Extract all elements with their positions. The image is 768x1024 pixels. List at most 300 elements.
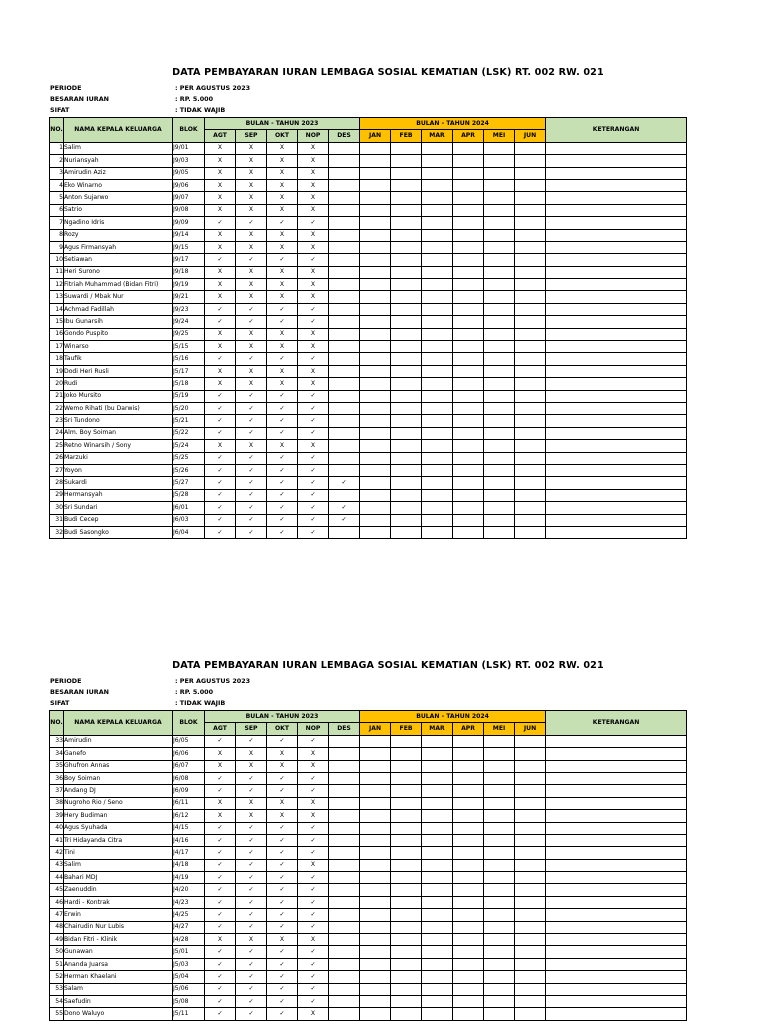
payment-cell: ✓ xyxy=(205,834,236,846)
payment-cell: X xyxy=(205,810,236,822)
payment-cell: X xyxy=(236,179,267,191)
payment-cell: ✓ xyxy=(267,785,298,797)
payment-cell: X xyxy=(236,279,267,291)
payment-cell xyxy=(329,266,360,278)
payment-cell: ✓ xyxy=(205,884,236,896)
payment-cell xyxy=(360,971,391,983)
table-row xyxy=(50,896,687,908)
block-code: J5/18 xyxy=(173,378,205,390)
member-name: Heri Surono xyxy=(64,266,173,278)
member-name: Sukardi xyxy=(64,477,173,489)
payment-cell xyxy=(484,834,515,846)
payment-cell xyxy=(422,229,453,241)
table-row xyxy=(50,810,687,822)
payment-cell xyxy=(422,489,453,501)
row-number: 21 xyxy=(50,390,64,402)
payment-cell: ✓ xyxy=(205,316,236,328)
table-row xyxy=(50,971,687,983)
payment-cell: X xyxy=(236,328,267,340)
payment-cell: ✓ xyxy=(236,834,267,846)
payment-cell xyxy=(453,995,484,1007)
member-name: Nugroho Rio / Seno xyxy=(64,797,173,809)
payment-cell: ✓ xyxy=(267,971,298,983)
payment-cell: X xyxy=(236,760,267,772)
member-name: Bidan Fitri - Klinik xyxy=(64,934,173,946)
payment-cell xyxy=(453,760,484,772)
table-row xyxy=(50,316,687,328)
payment-cell xyxy=(329,526,360,538)
block-code: J5/16 xyxy=(173,353,205,365)
payment-cell: ✓ xyxy=(298,958,329,970)
member-name: Zaenuddin xyxy=(64,884,173,896)
payment-cell: ✓ xyxy=(298,390,329,402)
block-code: J9/24 xyxy=(173,316,205,328)
member-name: Satrio xyxy=(64,204,173,216)
payment-cell: X xyxy=(205,760,236,772)
payment-cell xyxy=(422,748,453,760)
table-row xyxy=(50,341,687,353)
meta-label: BESARAN IURAN xyxy=(50,688,110,696)
keterangan-cell xyxy=(546,179,687,191)
payment-cell xyxy=(391,378,422,390)
payment-cell: ✓ xyxy=(267,772,298,784)
payment-cell xyxy=(453,896,484,908)
payment-cell xyxy=(515,229,546,241)
payment-cell: X xyxy=(236,365,267,377)
payment-cell: X xyxy=(236,934,267,946)
meta-label: SIFAT xyxy=(50,699,70,707)
payment-cell xyxy=(422,526,453,538)
payment-cell xyxy=(329,204,360,216)
payment-cell xyxy=(453,303,484,315)
meta-label: SIFAT xyxy=(50,106,70,114)
payment-cell xyxy=(422,514,453,526)
payment-cell xyxy=(391,316,422,328)
payment-cell: ✓ xyxy=(298,427,329,439)
payment-cell xyxy=(422,1008,453,1020)
payment-cell xyxy=(484,772,515,784)
payment-cell xyxy=(453,921,484,933)
row-number: 41 xyxy=(50,834,64,846)
payment-cell: ✓ xyxy=(267,909,298,921)
payment-cell xyxy=(360,464,391,476)
payment-cell xyxy=(329,958,360,970)
payment-cell: ✓ xyxy=(236,946,267,958)
payment-cell: ✓ xyxy=(205,983,236,995)
payment-cell xyxy=(422,909,453,921)
payment-cell: ✓ xyxy=(298,353,329,365)
payment-cell xyxy=(360,735,391,747)
block-code: J4/28 xyxy=(173,934,205,946)
payment-cell: X xyxy=(205,328,236,340)
payment-cell xyxy=(515,797,546,809)
block-code: J9/23 xyxy=(173,303,205,315)
payment-cell xyxy=(391,464,422,476)
payment-cell xyxy=(422,217,453,229)
payment-cell xyxy=(484,316,515,328)
payment-cell xyxy=(515,291,546,303)
payment-cell xyxy=(360,279,391,291)
keterangan-cell xyxy=(546,155,687,167)
row-number: 13 xyxy=(50,291,64,303)
payment-cell xyxy=(329,303,360,315)
payment-cell xyxy=(422,834,453,846)
keterangan-cell xyxy=(546,427,687,439)
payment-cell: ✓ xyxy=(298,946,329,958)
payment-cell xyxy=(515,760,546,772)
payment-cell: X xyxy=(236,192,267,204)
payment-cell: ✓ xyxy=(205,217,236,229)
payment-cell xyxy=(391,328,422,340)
member-name: Dono Waluyo xyxy=(64,1008,173,1020)
payment-cell xyxy=(329,341,360,353)
payment-cell xyxy=(391,785,422,797)
payment-cell xyxy=(360,341,391,353)
payment-cell xyxy=(484,526,515,538)
payment-cell xyxy=(453,452,484,464)
payment-cell xyxy=(484,464,515,476)
payment-cell: X xyxy=(298,142,329,154)
keterangan-cell xyxy=(546,440,687,452)
payment-cell: X xyxy=(236,810,267,822)
month-header: MEI xyxy=(484,723,515,735)
payment-cell xyxy=(515,872,546,884)
member-name: Erwin xyxy=(64,909,173,921)
payment-cell xyxy=(484,142,515,154)
payment-cell: ✓ xyxy=(298,415,329,427)
row-number: 40 xyxy=(50,822,64,834)
keterangan-cell xyxy=(546,884,687,896)
keterangan-cell xyxy=(546,872,687,884)
payment-cell xyxy=(484,748,515,760)
member-name: Anton Sujarwo xyxy=(64,192,173,204)
meta-value: : TIDAK WAJIB xyxy=(175,106,226,114)
payment-cell xyxy=(391,477,422,489)
payment-cell: X xyxy=(267,229,298,241)
payment-cell: X xyxy=(298,328,329,340)
block-code: J9/06 xyxy=(173,179,205,191)
table-row xyxy=(50,291,687,303)
payment-cell xyxy=(453,477,484,489)
payment-cell xyxy=(453,847,484,859)
payment-cell xyxy=(391,390,422,402)
table-row xyxy=(50,179,687,191)
payment-cell xyxy=(484,921,515,933)
payment-cell: ✓ xyxy=(236,526,267,538)
member-name: Salam xyxy=(64,983,173,995)
payment-cell xyxy=(515,167,546,179)
payment-cell: ✓ xyxy=(205,489,236,501)
payment-cell: ✓ xyxy=(236,872,267,884)
payment-cell xyxy=(329,896,360,908)
payment-cell xyxy=(422,415,453,427)
row-number: 10 xyxy=(50,254,64,266)
payment-cell xyxy=(422,760,453,772)
payment-cell: ✓ xyxy=(236,921,267,933)
block-code: J5/27 xyxy=(173,477,205,489)
payment-cell xyxy=(391,365,422,377)
member-name: Rudi xyxy=(64,378,173,390)
payment-cell xyxy=(391,859,422,871)
payment-cell xyxy=(484,279,515,291)
meta-value: : PER AGUSTUS 2023 xyxy=(175,677,251,685)
row-number: 26 xyxy=(50,452,64,464)
member-name: Ganefo xyxy=(64,748,173,760)
payment-cell xyxy=(391,1008,422,1020)
payment-cell: ✓ xyxy=(236,254,267,266)
payment-cell xyxy=(422,785,453,797)
member-name: Fitriah Muhammad (Bidan Fitri) xyxy=(64,279,173,291)
member-name: Nuriansyah xyxy=(64,155,173,167)
header-blok: BLOK xyxy=(173,711,205,736)
keterangan-cell xyxy=(546,142,687,154)
payment-cell: ✓ xyxy=(267,402,298,414)
payment-cell xyxy=(453,735,484,747)
block-code: J5/28 xyxy=(173,489,205,501)
block-code: J4/23 xyxy=(173,896,205,908)
keterangan-cell xyxy=(546,859,687,871)
payment-cell xyxy=(422,155,453,167)
payment-cell xyxy=(515,884,546,896)
keterangan-cell xyxy=(546,390,687,402)
block-code: J5/01 xyxy=(173,946,205,958)
payment-cell: X xyxy=(267,279,298,291)
month-header: JAN xyxy=(360,723,391,735)
payment-cell xyxy=(422,254,453,266)
payment-cell: X xyxy=(298,797,329,809)
payment-cell: ✓ xyxy=(205,958,236,970)
table-row xyxy=(50,834,687,846)
payment-cell xyxy=(453,810,484,822)
payment-cell xyxy=(515,192,546,204)
payment-cell xyxy=(453,341,484,353)
payment-cell: X xyxy=(205,365,236,377)
payment-cell xyxy=(360,291,391,303)
member-name: Bahari MDJ xyxy=(64,872,173,884)
member-name: Sri Sundari xyxy=(64,502,173,514)
row-number: 8 xyxy=(50,229,64,241)
payment-cell xyxy=(422,946,453,958)
row-number: 25 xyxy=(50,440,64,452)
payment-cell xyxy=(515,983,546,995)
row-number: 11 xyxy=(50,266,64,278)
payment-cell xyxy=(515,390,546,402)
payment-cell xyxy=(391,427,422,439)
payment-cell xyxy=(360,353,391,365)
block-code: J9/01 xyxy=(173,142,205,154)
block-code: J4/27 xyxy=(173,921,205,933)
payment-cell: ✓ xyxy=(267,995,298,1007)
keterangan-cell xyxy=(546,266,687,278)
payment-cell: ✓ xyxy=(236,971,267,983)
payment-cell xyxy=(391,341,422,353)
payment-cell xyxy=(515,353,546,365)
payment-cell xyxy=(329,946,360,958)
payment-cell xyxy=(453,971,484,983)
payment-cell xyxy=(515,427,546,439)
payment-cell xyxy=(484,797,515,809)
payment-cell: ✓ xyxy=(267,735,298,747)
block-code: J6/11 xyxy=(173,797,205,809)
payment-cell xyxy=(391,847,422,859)
payment-cell xyxy=(453,872,484,884)
header-name: NAMA KEPALA KELUARGA xyxy=(64,118,173,143)
payment-cell: X xyxy=(236,748,267,760)
block-code: J5/08 xyxy=(173,995,205,1007)
month-header: DES xyxy=(329,130,360,142)
payment-cell: ✓ xyxy=(236,983,267,995)
block-code: J9/18 xyxy=(173,266,205,278)
keterangan-cell xyxy=(546,995,687,1007)
payment-cell xyxy=(329,934,360,946)
payment-cell: ✓ xyxy=(205,303,236,315)
row-number: 20 xyxy=(50,378,64,390)
payment-cell xyxy=(484,872,515,884)
payment-cell xyxy=(360,514,391,526)
meta-label: PERIODE xyxy=(50,84,82,92)
table-row xyxy=(50,353,687,365)
header-group-2024: BULAN - TAHUN 2024 xyxy=(360,711,546,723)
month-header: FEB xyxy=(391,723,422,735)
payment-cell xyxy=(453,440,484,452)
payment-cell: X xyxy=(298,155,329,167)
payment-cell: ✓ xyxy=(205,514,236,526)
keterangan-cell xyxy=(546,772,687,784)
payment-cell xyxy=(422,291,453,303)
payment-cell xyxy=(391,946,422,958)
payment-cell xyxy=(360,995,391,1007)
payment-cell xyxy=(453,279,484,291)
payment-cell xyxy=(360,847,391,859)
payment-cell xyxy=(453,934,484,946)
member-name: Boy Soiman xyxy=(64,772,173,784)
payment-cell: ✓ xyxy=(205,1008,236,1020)
member-name: Amirudin xyxy=(64,735,173,747)
payment-cell xyxy=(453,514,484,526)
member-name: Tini xyxy=(64,847,173,859)
payment-cell xyxy=(422,735,453,747)
payment-cell xyxy=(329,155,360,167)
block-code: J5/25 xyxy=(173,452,205,464)
payment-cell xyxy=(422,427,453,439)
payment-cell xyxy=(453,946,484,958)
payment-cell: X xyxy=(205,192,236,204)
payment-cell xyxy=(329,847,360,859)
payment-cell xyxy=(484,155,515,167)
payment-cell: ✓ xyxy=(236,464,267,476)
keterangan-cell xyxy=(546,291,687,303)
payment-cell xyxy=(329,983,360,995)
payment-cell: ✓ xyxy=(298,785,329,797)
table-row xyxy=(50,797,687,809)
payment-cell xyxy=(422,279,453,291)
payment-cell xyxy=(422,872,453,884)
row-number: 33 xyxy=(50,735,64,747)
keterangan-cell xyxy=(546,735,687,747)
payment-cell: ✓ xyxy=(205,847,236,859)
payment-cell xyxy=(515,378,546,390)
payment-cell: ✓ xyxy=(205,822,236,834)
payment-cell: X xyxy=(298,192,329,204)
row-number: 22 xyxy=(50,402,64,414)
payment-cell: ✓ xyxy=(236,427,267,439)
table-row xyxy=(50,415,687,427)
block-code: J9/21 xyxy=(173,291,205,303)
row-number: 12 xyxy=(50,279,64,291)
payment-cell: ✓ xyxy=(298,735,329,747)
payment-cell: ✓ xyxy=(205,477,236,489)
payment-cell xyxy=(391,983,422,995)
sheet-title: DATA PEMBAYARAN IURAN LEMBAGA SOSIAL KEMATIAN (LSK) RT. 002 RW. 021 xyxy=(172,660,604,671)
payment-cell: ✓ xyxy=(267,452,298,464)
payment-cell: ✓ xyxy=(205,735,236,747)
payment-cell xyxy=(484,489,515,501)
payment-cell: ✓ xyxy=(267,946,298,958)
payment-cell: X xyxy=(267,155,298,167)
payment-cell xyxy=(453,909,484,921)
payment-cell xyxy=(484,427,515,439)
payment-cell xyxy=(422,402,453,414)
row-number: 28 xyxy=(50,477,64,489)
payment-cell xyxy=(329,179,360,191)
payment-cell xyxy=(391,735,422,747)
payment-cell: ✓ xyxy=(236,958,267,970)
table-body xyxy=(50,142,687,539)
keterangan-cell xyxy=(546,847,687,859)
payment-cell: ✓ xyxy=(267,872,298,884)
payment-cell xyxy=(329,167,360,179)
block-code: J9/25 xyxy=(173,328,205,340)
payment-cell: ✓ xyxy=(298,884,329,896)
payment-cell: X xyxy=(205,155,236,167)
payment-cell: ✓ xyxy=(205,254,236,266)
meta-label: PERIODE xyxy=(50,677,82,685)
payment-cell: ✓ xyxy=(298,303,329,315)
keterangan-cell xyxy=(546,341,687,353)
payment-cell xyxy=(391,995,422,1007)
block-code: J6/06 xyxy=(173,748,205,760)
payment-cell xyxy=(422,440,453,452)
payment-cell xyxy=(453,254,484,266)
payment-cell xyxy=(360,896,391,908)
payment-cell: ✓ xyxy=(236,785,267,797)
row-number: 2 xyxy=(50,155,64,167)
keterangan-cell xyxy=(546,514,687,526)
payment-cell xyxy=(453,266,484,278)
table-row xyxy=(50,748,687,760)
payment-cell xyxy=(515,328,546,340)
member-name: Ghufron Annas xyxy=(64,760,173,772)
payment-cell xyxy=(484,229,515,241)
keterangan-cell xyxy=(546,946,687,958)
table-row xyxy=(50,192,687,204)
payment-cell xyxy=(422,266,453,278)
payment-cell: X xyxy=(267,241,298,253)
payment-cell xyxy=(484,1008,515,1020)
payment-cell xyxy=(453,204,484,216)
payment-cell xyxy=(515,958,546,970)
payment-cell xyxy=(453,142,484,154)
payment-cell xyxy=(484,995,515,1007)
payment-cell: X xyxy=(267,760,298,772)
keterangan-cell xyxy=(546,834,687,846)
header-no: NO. xyxy=(50,118,64,143)
payment-cell xyxy=(329,785,360,797)
payment-cell xyxy=(329,217,360,229)
payment-cell: ✓ xyxy=(236,1008,267,1020)
payment-cell: X xyxy=(205,229,236,241)
table-row xyxy=(50,303,687,315)
